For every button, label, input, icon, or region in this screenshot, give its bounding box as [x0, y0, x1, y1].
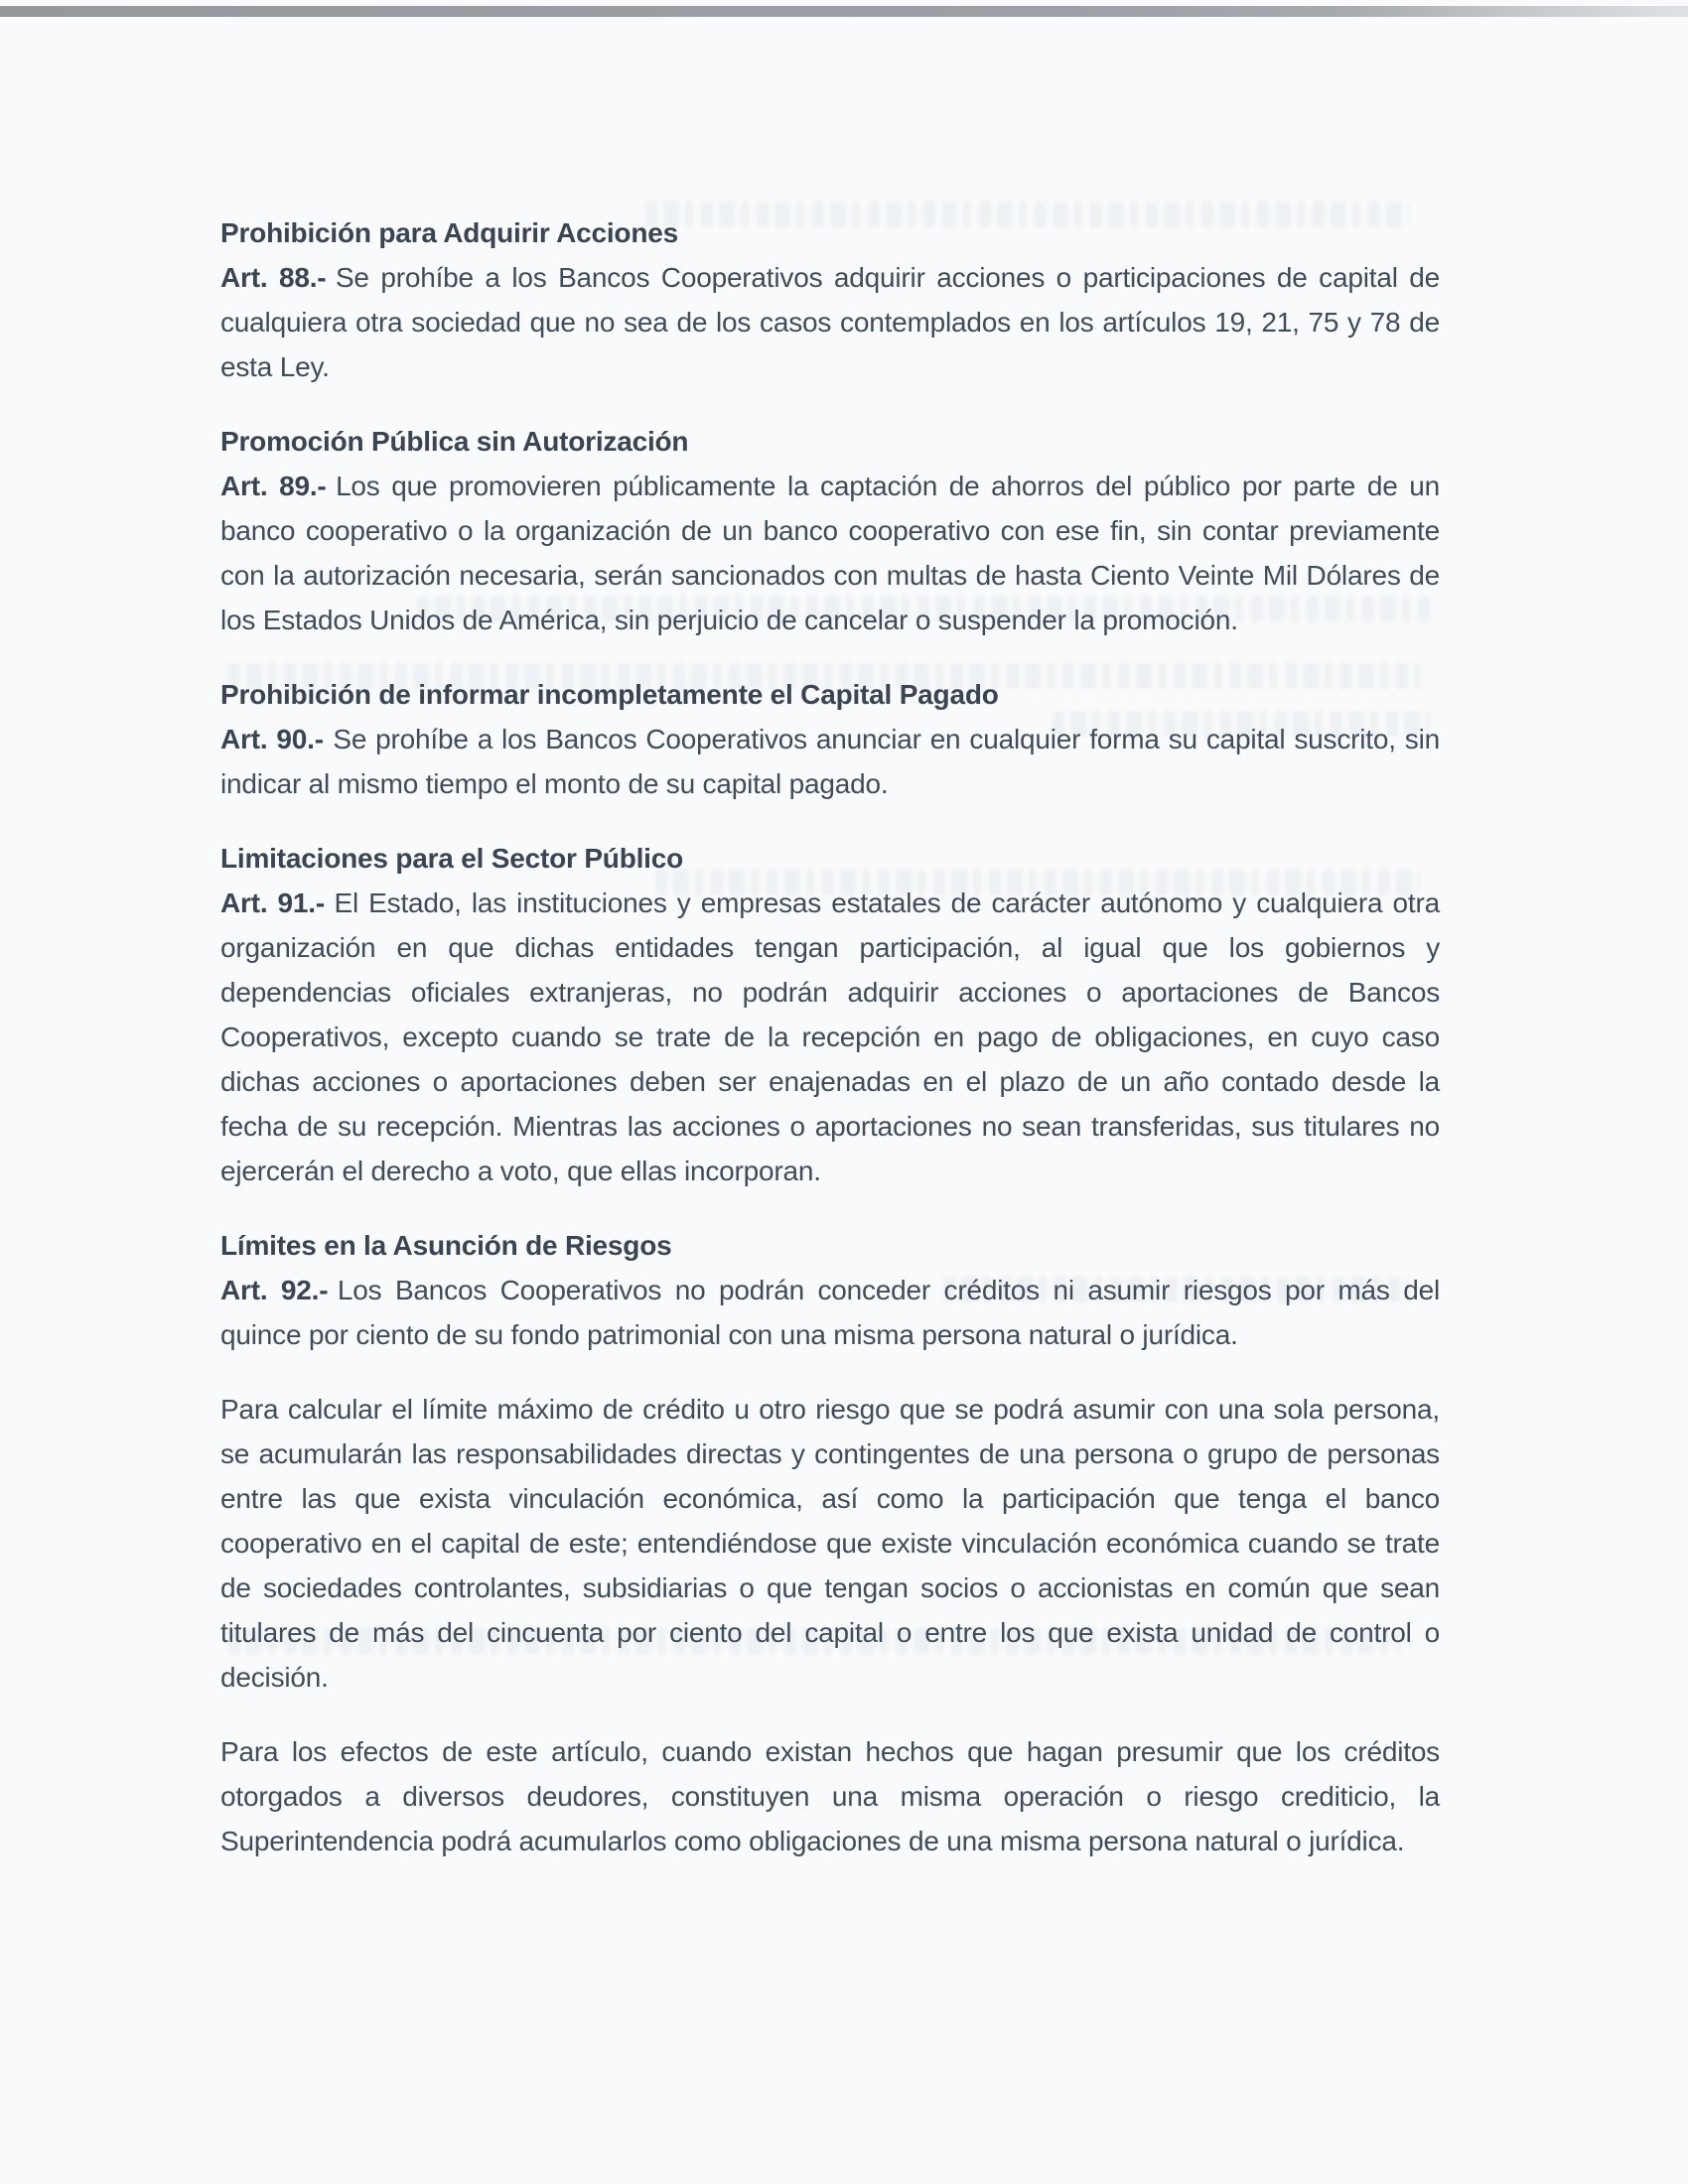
section-art-92 — [220, 1223, 1440, 1863]
section-heading: Límites en la Asunción de Riesgos — [220, 1230, 672, 1261]
section-heading: Prohibición para Adquirir Acciones — [220, 217, 678, 248]
article-paragraph — [220, 881, 1440, 1193]
article-paragraph — [220, 1729, 1440, 1863]
paragraph-text: Los Bancos Cooperativos no podrán conceder créditos ni asumir riesgos por más del quince por ciento de su fondo patrimonial con una misma persona natural o jurídica. — [220, 1275, 1440, 1350]
section-art-90 — [220, 672, 1440, 806]
paragraph-text: Los que promovieren públicamente la captación de ahorros del público por parte de un banco cooperativo o la organización de un banco cooperativo con ese fin, sin contar previamente con la autorización necesaria, serán sancionados con multas de hasta Ciento Veinte Mil Dólares de los Estados Unidos de América, sin perjuicio de cancelar o suspender la promoción. — [220, 471, 1441, 635]
paragraph-text: Para calcular el límite máximo de crédito u otro riesgo que se podrá asumir con una sola persona, se acumularán las responsabilidades directas y contingentes de una persona o grupo de personas entre las que exista vinculación económica, así como la participación que tenga el banco cooperativo en el capital de este; entendiéndose que existe vinculación económica cuando se trate de sociedades controlantes, subsidiarias o que tengan socios o accionistas en común que sean titulares de más del cincuenta por ciento del capital o entre los que exista unidad de control o decisión. — [220, 1394, 1440, 1693]
article-paragraph — [220, 255, 1440, 389]
article-paragraph — [220, 1387, 1440, 1700]
scanner-edge-artifact — [0, 6, 1688, 17]
article-number: Art. 89.- — [220, 471, 327, 501]
article-paragraph — [220, 1268, 1440, 1357]
article-number: Art. 92.- — [220, 1275, 329, 1305]
article-paragraph — [220, 464, 1440, 642]
paragraph-text: Para los efectos de este artículo, cuando existan hechos que hagan presumir que los créditos otorgados a diversos deudores, constituyen una misma operación o riesgo crediticio, la Superintendencia podrá acumularlos como obligaciones de una misma persona natural o jurídica. — [220, 1736, 1440, 1856]
section-heading: Promoción Pública sin Autorización — [220, 426, 689, 457]
document-body — [220, 210, 1440, 1893]
section-art-89 — [220, 419, 1440, 642]
article-paragraph — [220, 717, 1440, 806]
article-number: Art. 88.- — [220, 262, 327, 293]
section-art-88 — [220, 210, 1440, 389]
paragraph-text: El Estado, las instituciones y empresas estatales de carácter autónomo y cualquiera otra organización en que dichas entidades tengan participación, al igual que los gobiernos y dependencias oficiales extranjeras, no podrán adquirir acciones o aportaciones de Bancos Cooperativos, excepto cuando se trate de la recepción en pago de obligaciones, en cuyo caso dichas acciones o aportaciones deben ser enajenadas en el plazo de un año contado desde la fecha de su recepción. Mientras las acciones o aportaciones no sean transferidas, sus titulares no ejercerán el derecho a voto, que ellas incorporan. — [220, 887, 1440, 1186]
paragraph-text: Se prohíbe a los Bancos Cooperativos anunciar en cualquier forma su capital suscrito, sin indicar al mismo tiempo el monto de su capital pagado. — [220, 724, 1440, 799]
section-art-91 — [220, 836, 1440, 1193]
paragraph-text: Se prohíbe a los Bancos Cooperativos adquirir acciones o participaciones de capital de cualquiera otra sociedad que no sea de los casos contemplados en los artículos 19, 21, 75 y 78 de esta Ley. — [220, 262, 1441, 382]
article-number: Art. 91.- — [220, 887, 326, 918]
section-heading: Limitaciones para el Sector Público — [220, 843, 684, 874]
article-number: Art. 90.- — [220, 724, 324, 754]
section-heading: Prohibición de informar incompletamente el Capital Pagado — [220, 679, 999, 710]
